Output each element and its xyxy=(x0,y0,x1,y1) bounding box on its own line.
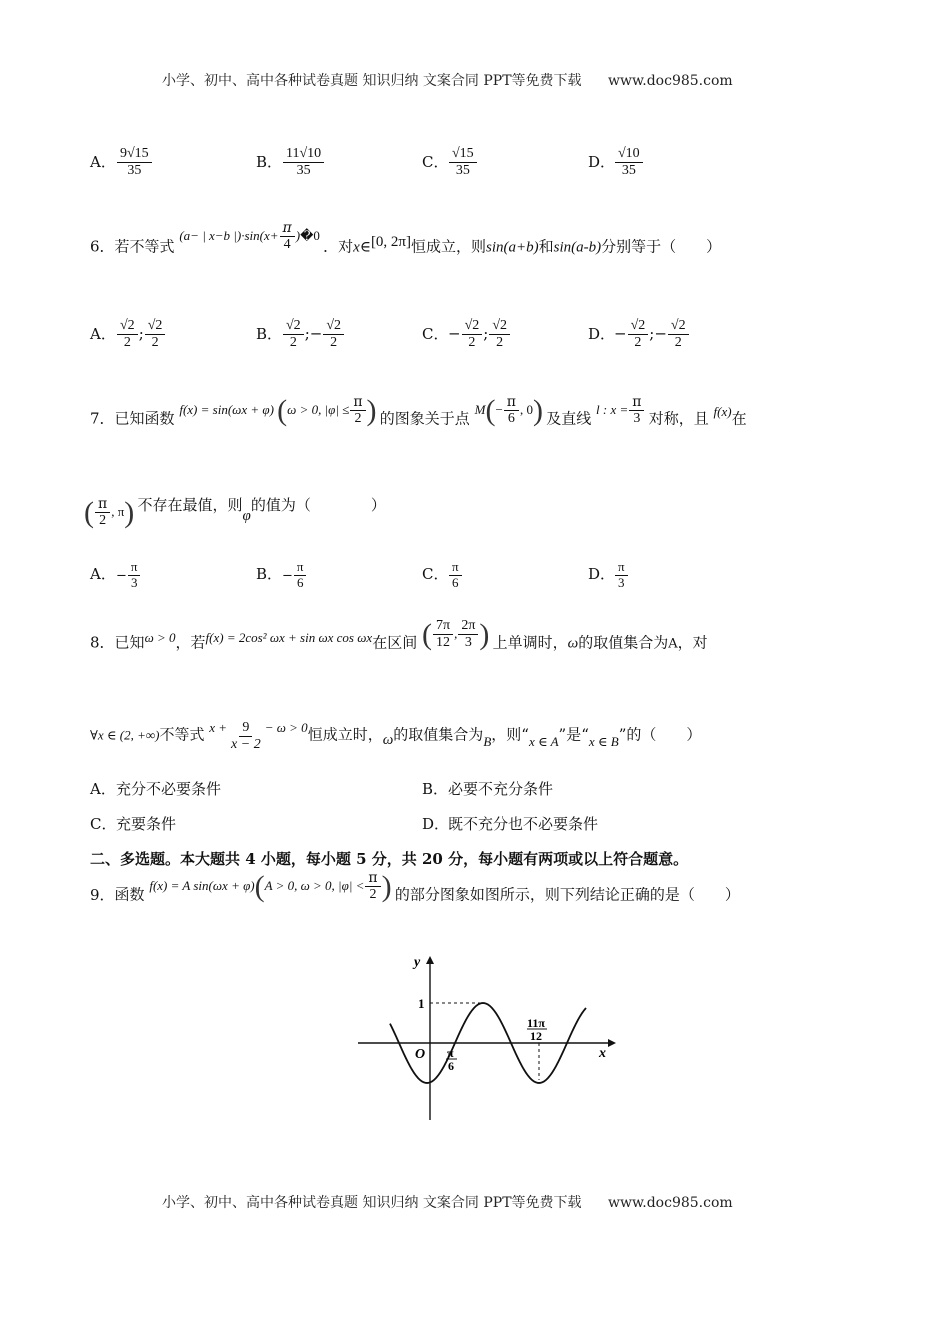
tick-pi-6-num: π xyxy=(447,1046,454,1060)
option-sign: − xyxy=(282,568,293,584)
q8-rest: − ω > 0 xyxy=(264,719,308,735)
fraction-numerator: π xyxy=(280,220,295,237)
page-footer xyxy=(162,1192,733,1212)
q6-option-a[interactable] xyxy=(90,318,166,351)
fraction-numerator: √2 xyxy=(489,318,510,335)
option-text: 充分不必要条件 xyxy=(116,780,222,798)
fraction-denominator: 3 xyxy=(464,635,472,651)
q7-point-name: M xyxy=(474,401,486,417)
q7-function: f(x) = sin(ωx + φ) (ω > 0, |φ| ≤ $\frac{\pi}{2}$ ) xyxy=(179,393,377,427)
question-text: 及直线 xyxy=(546,409,592,428)
page-header xyxy=(162,70,733,90)
fraction-numerator: 2π xyxy=(458,618,478,635)
question-number: 8． xyxy=(90,633,115,652)
q7-zero: , 0 xyxy=(519,401,533,417)
q8-fx: f(x) = 2cos² ωx + sin ωx cos ωx xyxy=(205,629,373,645)
sine-graph xyxy=(350,950,620,1125)
question-6 xyxy=(90,220,722,265)
fraction-denominator: 2 xyxy=(674,335,682,351)
q7-option-b[interactable] xyxy=(256,560,307,591)
fraction-numerator: π xyxy=(449,560,462,576)
q6-option-c[interactable] xyxy=(422,318,511,351)
question-text: 若不等式 xyxy=(114,237,175,256)
y-axis-arrow xyxy=(426,956,434,964)
header-text: 小学、初中、高中各种试卷真题 知识归纳 文案合同 PPT等免费下载 xyxy=(162,73,582,89)
question-text: 的部分图象如图所示，则下列结论正确的是（ ） xyxy=(394,885,740,904)
question-text: 和 xyxy=(538,237,554,256)
q7-interval-end: , π xyxy=(111,503,125,519)
q7-line-eq: l : x = xyxy=(596,401,629,417)
option-separator: ; xyxy=(483,324,489,343)
q8-option-c[interactable] xyxy=(90,813,176,834)
fraction-numerator: π xyxy=(128,560,141,576)
y-axis-label: y xyxy=(414,955,421,970)
fraction-denominator: 3 xyxy=(633,411,641,427)
q5-option-a[interactable] xyxy=(90,146,153,179)
fraction-denominator: 2 xyxy=(354,411,362,427)
q8-option-b[interactable] xyxy=(422,778,553,799)
q5-option-b[interactable] xyxy=(256,146,325,179)
footer-site: www.doc985.com xyxy=(607,1195,733,1211)
q8-omega: ω xyxy=(567,635,579,652)
option-text: 必要不充分条件 xyxy=(448,780,554,798)
option-separator: ; xyxy=(649,324,655,343)
option-label: C． xyxy=(422,324,449,343)
option-label: B． xyxy=(256,324,283,343)
option-label: A． xyxy=(90,324,116,343)
fraction-denominator: 2 xyxy=(330,335,338,351)
fraction-numerator: √2 xyxy=(323,318,344,335)
q6-interval: [0, 2π] xyxy=(370,233,412,250)
option-separator: ; xyxy=(138,324,144,343)
question-text: ．对 xyxy=(323,237,354,256)
fraction-numerator: √2 xyxy=(668,318,689,335)
option-label: B． xyxy=(422,780,449,798)
q9-fx: f(x) = A sin(ωx + φ) xyxy=(149,877,255,893)
q6-relation: �0 xyxy=(300,227,320,243)
question-text: 恒成立，则 xyxy=(411,237,487,256)
x-axis-arrow xyxy=(608,1039,616,1047)
fraction-numerator: √10 xyxy=(615,146,643,163)
question-text: 不存在最值，则 xyxy=(137,495,243,514)
question-text: 已知 xyxy=(114,633,145,652)
max-value-label: 1 xyxy=(418,996,425,1011)
question-text: ”的（ ） xyxy=(618,725,702,744)
fraction-denominator: 2 xyxy=(468,335,476,351)
question-text: ，若 xyxy=(175,633,206,652)
q6-expr: (a− | x−b |)·sin(x+ xyxy=(179,227,279,243)
fraction-numerator: π xyxy=(294,560,307,576)
question-text: 的值为（ ） xyxy=(250,495,386,514)
question-9 xyxy=(90,869,740,913)
fraction-denominator: 2 xyxy=(289,335,297,351)
q7-option-a[interactable] xyxy=(90,560,141,591)
q7-interval: ( $\frac{\pi}{2}$ , π) xyxy=(84,495,135,529)
fraction-numerator: π xyxy=(504,394,519,411)
fraction-numerator: 7π xyxy=(433,618,453,635)
q8-inequality xyxy=(209,719,308,753)
question-text: 分别等于（ ） xyxy=(601,237,722,256)
fraction-denominator: 2 xyxy=(151,335,159,351)
option-label: D． xyxy=(588,565,616,584)
section-title: 二、多选题。本大题共 4 小题，每小题 5 分，共 20 分，每小题有两项或以上符合题意。 xyxy=(90,850,689,868)
option-label: A． xyxy=(90,152,116,171)
option-label: C． xyxy=(422,152,449,171)
fraction-numerator: π xyxy=(365,870,380,887)
question-text: 不等式 xyxy=(159,725,205,744)
question-text: 的取值集合为 xyxy=(578,633,669,652)
footer-text: 小学、初中、高中各种试卷真题 知识归纳 文案合同 PPT等免费下载 xyxy=(162,1195,582,1211)
q7-fx2: f(x) xyxy=(713,403,732,419)
q7-option-d[interactable] xyxy=(588,560,629,591)
tick-11pi-12-den: 12 xyxy=(530,1029,542,1043)
q8-omega-condition: ω > 0 xyxy=(144,629,176,645)
fraction-numerator: 11√10 xyxy=(283,146,324,163)
question-text: ，对 xyxy=(677,633,708,652)
question-text: 在区间 xyxy=(372,633,418,652)
question-text: 函数 xyxy=(114,885,145,904)
q8-option-d[interactable] xyxy=(422,813,598,834)
fraction-numerator: 9 xyxy=(239,720,252,737)
fraction-numerator: π xyxy=(615,560,628,576)
fraction-denominator: 2 xyxy=(99,513,107,529)
fraction-numerator: π xyxy=(350,394,365,411)
fraction-denominator: 2 xyxy=(496,335,504,351)
question-number: 7． xyxy=(90,409,115,428)
fraction-denominator: 6 xyxy=(507,411,515,427)
q7-option-c[interactable] xyxy=(422,560,463,591)
fraction-denominator: 4 xyxy=(283,237,291,253)
fraction-denominator: 12 xyxy=(436,635,451,651)
q7-fx: f(x) = sin(ωx + φ) xyxy=(179,401,274,417)
q6-x-in: x∈ xyxy=(353,239,371,256)
question-7 xyxy=(90,393,747,437)
question-text: 上单调时， xyxy=(492,633,568,652)
question-text: 的取值集合为 xyxy=(393,725,484,744)
fraction-numerator: √2 xyxy=(117,318,138,335)
fraction-denominator: 35 xyxy=(127,163,142,179)
question-7-cont xyxy=(84,496,386,529)
fraction-numerator: √2 xyxy=(628,318,649,335)
q5-option-d[interactable] xyxy=(588,146,644,179)
q8-x-plus: x + xyxy=(209,719,228,735)
fraction-denominator: 2 xyxy=(369,887,377,903)
x-axis-label: x xyxy=(599,1046,606,1061)
fraction-denominator: 6 xyxy=(296,574,304,590)
q8-set-a: A xyxy=(668,636,678,652)
q8-interval: ( $\frac{7\pi}{12}$ , $\frac{2\pi}{3}$ ) xyxy=(422,617,490,651)
q6-option-d[interactable] xyxy=(588,318,690,351)
question-text: 对称，且 xyxy=(648,409,709,428)
q6-inequality xyxy=(179,220,323,253)
q7-phi: φ xyxy=(242,507,251,524)
option-label: B． xyxy=(256,565,283,584)
fraction-denominator: 2 xyxy=(123,335,131,351)
question-text: 已知函数 xyxy=(114,409,175,428)
q8-x-in-a: x ∈ A xyxy=(528,733,559,749)
option-text: 既不充分也不必要条件 xyxy=(448,815,599,833)
option-label: C． xyxy=(422,565,449,584)
option-label: D． xyxy=(588,152,616,171)
q7-line xyxy=(596,394,649,427)
fraction-numerator: √2 xyxy=(145,318,166,335)
option-sign: − xyxy=(116,568,127,584)
tick-11pi-12-num: 11π xyxy=(527,1016,545,1030)
q7-condition: ω > 0, |φ| ≤ xyxy=(287,401,350,417)
option-separator: ; xyxy=(304,324,310,343)
origin-label: O xyxy=(415,1047,426,1062)
tick-pi-6-den: 6 xyxy=(448,1059,454,1073)
q8-forall: ∀x ∈ (2, +∞) xyxy=(90,727,160,743)
option-sign: − xyxy=(654,324,667,343)
q9-function: f(x) = A sin(ωx + φ)(A > 0, ω > 0, |φ| < $\frac{\pi}{2}$ ) xyxy=(149,869,392,903)
option-label: A． xyxy=(90,565,116,584)
fraction-denominator: x − 2 xyxy=(231,737,261,753)
q8-omega: ω xyxy=(382,731,394,748)
option-text: 充要条件 xyxy=(116,815,177,833)
question-text: 在 xyxy=(731,409,747,428)
fraction-denominator: 35 xyxy=(621,163,636,179)
question-text: 恒成立时， xyxy=(307,725,383,744)
question-text: ，则“ xyxy=(491,725,529,744)
q6-sin-diff: sin(a-b) xyxy=(553,239,602,256)
question-number: 9． xyxy=(90,885,115,904)
question-text: ”是“ xyxy=(558,725,589,744)
option-label: C． xyxy=(90,815,117,833)
q8-x-in-b: x ∈ B xyxy=(588,733,619,749)
q8-set-b: B xyxy=(483,733,492,749)
fraction-numerator: √2 xyxy=(283,318,304,335)
option-sign: − xyxy=(448,324,461,343)
fraction-numerator: √15 xyxy=(449,146,477,163)
q5-option-c[interactable] xyxy=(422,146,478,179)
q6-close: ) xyxy=(295,227,301,243)
fraction-numerator: π xyxy=(629,394,644,411)
fraction-denominator: 2 xyxy=(634,335,642,351)
header-site: www.doc985.com xyxy=(607,73,733,89)
option-label: D． xyxy=(422,815,450,833)
option-label: B． xyxy=(256,152,283,171)
question-text: 的图象关于点 xyxy=(379,409,470,428)
q8-option-a[interactable] xyxy=(90,778,221,799)
fraction-denominator: 3 xyxy=(618,574,625,590)
fraction-denominator: 35 xyxy=(296,163,311,179)
fraction-denominator: 3 xyxy=(130,574,138,590)
q7-sign: − xyxy=(495,401,503,417)
q6-option-b[interactable] xyxy=(256,318,345,351)
q6-sin-sum: sin(a+b) xyxy=(486,239,539,256)
q7-point: M(− $\frac{\pi}{6}$ , 0) xyxy=(474,393,543,427)
question-8-cont xyxy=(90,720,701,753)
option-sign: − xyxy=(614,324,627,343)
question-number: 6． xyxy=(90,237,115,256)
q9-condition: A > 0, ω > 0, |φ| < xyxy=(264,877,365,893)
fraction-numerator: 9√15 xyxy=(117,146,152,163)
fraction-numerator: π xyxy=(95,496,110,513)
fraction-numerator: √2 xyxy=(462,318,483,335)
fraction-denominator: 6 xyxy=(452,574,459,590)
option-label: A． xyxy=(90,780,116,798)
fraction-denominator: 35 xyxy=(455,163,470,179)
option-label: D． xyxy=(588,324,616,343)
option-sign: − xyxy=(309,324,323,343)
